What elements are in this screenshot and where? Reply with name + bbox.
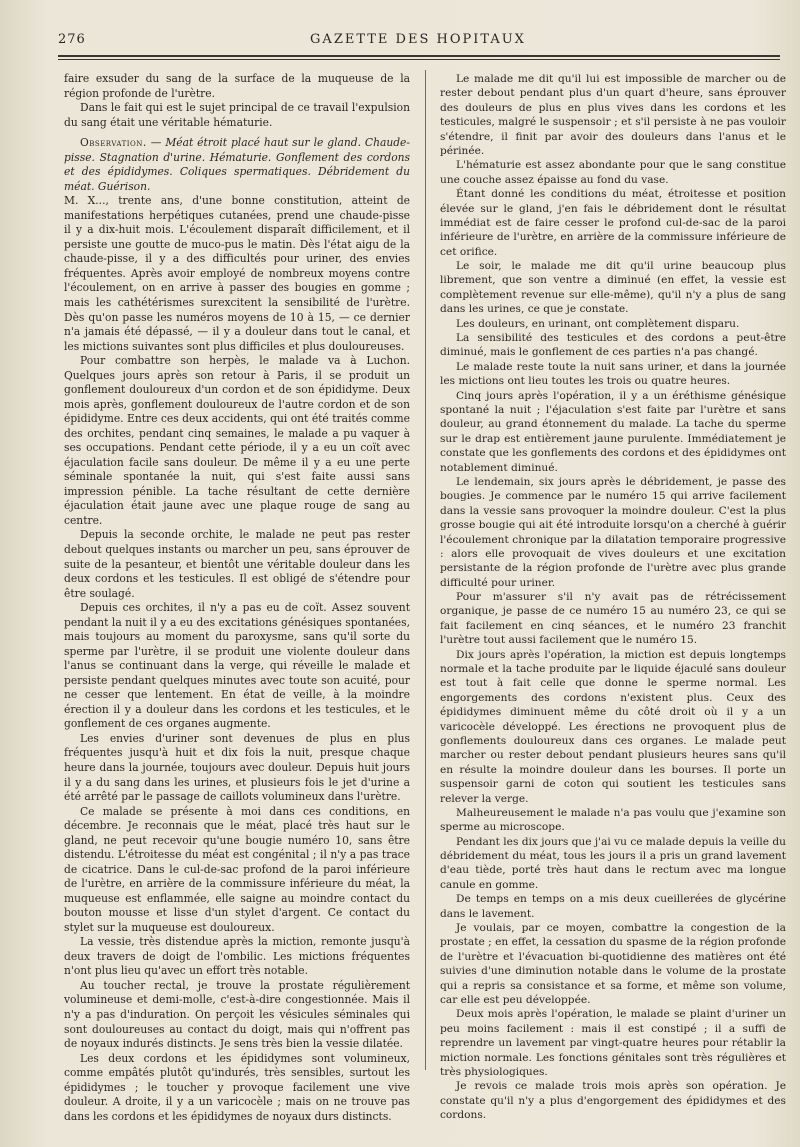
paragraph: Pour combattre son herpès, le malade va à Luchon. Quelques jours après son retour à Paris, il se produit un gonflement douloureux d'un cordon et de son épididyme. Deux mois après, gonflement douloureux de l'autre cordon et de son épididyme. Entre ces deux accidents, qui ont été traités comme des orchites, pendant cinq semaines, le malade a pu vaquer à ses occupations. Pendant cette période, il y a eu un coït avec éjaculation facile sans douleur. De même il y a eu une perte séminale spontanée la nuit, qui s'est faite aussi sans impression pénible. La tache résultant de cette dernière éjaculation était jaune avec une plaque rouge de sang au centre. <box>64 354 410 527</box>
paragraph: Étant donné les conditions du méat, étroitesse et position élevée sur le gland, j'en fais le débridement dont le résultat immédiat est de faire cesser le profond cul-de-sac de la paroi inférieure de l'urètre, en arrière de la commissure inférieure de cet orifice. <box>440 188 786 258</box>
paragraph: Malheureusement le malade n'a pas voulu que j'examine son sperme au microscope. <box>440 806 786 834</box>
paragraph: Dans le fait qui est le sujet principal de ce travail l'expulsion du sang était une véritable hématurie. <box>64 101 410 129</box>
observation-label: Observation. <box>80 136 147 150</box>
paragraph: faire exsuder du sang de la surface de la muqueuse de la région profonde de l'urètre. <box>64 72 410 100</box>
paragraph: M. X..., trente ans, d'une bonne constitution, atteint de manifestations herpétiques cutanées, prend une chaude-pisse il y a dix-huit mois. L'écoulement disparaît difficilement, et il persiste une goutte de muco-pus le matin. Dès l'état aigu de la chaude-pisse, il y a des difficultés pour uriner, des envies fréquentes. Après avoir employé de nombreux moyens contre l'écoulement, on en arrive à passer des bougies en gomme ; mais les cathétérismes surexcitent la sensibilité de l'urètre. Dès qu'on passe les numéros moyens de 10 à 15, — ce dernier n'a jamais été dépassé, — il y a douleur dans tout le canal, et les mictions suivantes sont plus difficiles et plus douloureuses. <box>64 194 410 353</box>
paragraph: Le lendemain, six jours après le débridement, je passe des bougies. Je commence par le numéro 15 qui arrive facilement dans la vessie sans provoquer la moindre douleur. C'est la plus grosse bougie qui ait été introduite lorsqu'on a cherché à guérir l'écoulement chronique par la dilatation temporaire progressive : alors elle provoquait de vives douleurs et une excitation persistante de la région profonde de l'urètre avec plus grande difficulté pour uriner. <box>440 475 786 589</box>
paragraph: La sensibilité des testicules et des cordons a peut-être diminué, mais le gonflement de ces parties n'a pas changé. <box>440 332 786 359</box>
right-column <box>440 72 786 1123</box>
paragraph: Les douleurs, en urinant, ont complètement disparu. <box>456 317 740 330</box>
paragraph: Depuis ces orchites, il n'y a pas eu de coït. Assez souvent pendant la nuit il y a eu des excitations génésiques spontanées, mais toujours au moment du paroxysme, sans qu'il sorte du sperme par l'urètre, il se produit une violente douleur dans l'anus se continuant dans la verge, qui réveille le malade et persiste pendant quelques minutes avec toute son acuité, pour ne cesser que lentement. En état de veille, à la moindre érection il y a douleur dans les cordons et les testicules, et le gonflement de ces organes augmente. <box>64 601 410 731</box>
paragraph: De temps en temps on a mis deux cueillerées de glycérine dans le lavement. <box>440 893 786 920</box>
column-divider <box>425 70 426 1070</box>
paragraph: Cinq jours après l'opération, il y a un éréthisme génésique spontané la nuit ; l'éjaculation s'est faite par l'urètre et sans douleur, au grand étonnement du malade. La tache du sperme sur le drap est entièrement jaune purulente. Immédiatement je constate que les gonflements des cordons et des épididymes ont notablement diminué. <box>440 389 786 474</box>
paragraph: Je revois ce malade trois mois après son opération. Je constate qu'il n'y a plus d'engorgement des épididymes et des cordons. <box>440 1080 786 1122</box>
paragraph: Au toucher rectal, je trouve la prostate régulièrement volumineuse et demi-molle, c'est-à-dire congestionnée. Mais il n'y a pas d'induration. On perçoit les vésicules séminales qui sont douloureuses au contact du doigt, mais qui n'offrent pas de noyaux indurés distincts. Je sens très bien la vessie dilatée. <box>64 978 410 1051</box>
paragraph: Le malade me dit qu'il lui est impossible de marcher ou de rester debout pendant plus d'un quart d'heure, sans éprouver des douleurs de plus en plus vives dans les cordons et les testicules, malgré le suspensoir ; et s'il persiste à ne pas vouloir s'étendre, il finit par avoir des douleurs dans l'anus et le périnée. <box>440 73 786 157</box>
paragraph: Ce malade se présente à moi dans ces conditions, en décembre. Je reconnais que le méat, placé très haut sur le gland, ne peut recevoir qu'une bougie numéro 10, sans être distendu. L'étroitesse du méat est congénital ; il n'y a pas trace de cicatrice. Dans le cul-de-sac profond de la paroi inférieure de l'urètre, en arrière de la commissure inférieure du méat, la muqueuse est enflammée, elle saigne au moindre contact du bouton mousse et lisse d'un stylet d'argent. Ce contact du stylet sur la muqueuse est douloureux. <box>64 804 410 934</box>
paragraph: Je voulais, par ce moyen, combattre la congestion de la prostate ; en effet, la cessation du spasme de la région profonde de l'urètre et l'évacuation bi-quotidienne des matières ont été suivies d'une diminution notable dans le volume de la prostate qui a repris sa consistance et sa forme, et même son volume, car elle est peu développée. <box>440 922 786 1006</box>
paragraph: Les envies d'uriner sont devenues de plus en plus fréquentes jusqu'à huit et dix fois la nuit, presque chaque heure dans la journée, toujours avec douleur. Depuis huit jours il y a du sang dans les urines, et plusieurs fois le jet d'urine a été arrêté par le passage de caillots volumineux dans l'urètre. <box>64 731 410 804</box>
observation-heading: Observation. — Méat étroit placé haut sur le gland. Chaude-pisse. Stagnation d'urine. Hématurie. Gonflement des cordons et des épididymes. Coliques spermatiques. Débridement du méat. Guérison. <box>64 136 410 193</box>
page-number: 276 <box>58 32 86 47</box>
paragraph: Depuis la seconde orchite, le malade ne peut pas rester debout quelques instants ou marcher un peu, sans éprouver de suite de la pesanteur, et bientôt une véritable douleur dans les deux cordons et les testicules. Il est obligé de s'étendre pour être soulagé. <box>64 528 410 600</box>
paragraph: Les deux cordons et les épididymes sont volumineux, comme empâtés plutôt qu'indurés, très sensibles, surtout les épididymes ; le toucher y provoque facilement une vive douleur. A droite, il y a un varicocèle ; mais on ne trouve pas dans les cordons et les épididymes de noyaux durs distincts. <box>64 1051 410 1123</box>
left-column <box>64 72 410 1124</box>
paragraph: Le soir, le malade me dit qu'il urine beaucoup plus librement, que son ventre a diminué (en effet, la vessie est complètement revenue sur elle-même), qu'il n'y a plus de sang dans les urines, ce que je constate. <box>440 260 786 316</box>
header-rule-thin <box>58 59 780 60</box>
observation-title: Méat étroit placé haut sur le gland. Chaude-pisse. Stagnation d'urine. Hématurie. Gonflement des cordons et des épididymes. Coliques spermatiques. Débridement du méat. Guérison. <box>64 136 410 193</box>
paragraph: Dix jours après l'opération, la miction est depuis longtemps normale et la tache produite par le liquide éjaculé sans douleur est tout à fait celle que donne le sperme normal. Les engorgements des cordons n'existent plus. Ceux des épididymes diminuent même du côté droit où il y a un varicocèle développé. Les érections ne provoquent plus de gonflements douloureux dans ces organes. Le malade peut marcher ou rester debout pendant plusieurs heures sans qu'il en résulte la moindre douleur dans les bourses. Il porte un suspensoir garni de coton qui soutient les testicules sans relever la verge. <box>440 648 786 805</box>
paragraph: La vessie, très distendue après la miction, remonte jusqu'à deux travers de doigt de l'ombilic. Les mictions fréquentes n'ont plus lieu qu'avec un effort très notable. <box>64 935 410 978</box>
paragraph: Pendant les dix jours que j'ai vu ce malade depuis la veille du débridement du méat, tous les jours il a pris un grand lavement d'eau tiède, porté très haut dans le rectum avec ma longue canule en gomme. <box>440 835 786 891</box>
page-header <box>58 30 778 52</box>
header-rule-thick <box>58 55 780 57</box>
journal-title: GAZETTE DES HOPITAUX <box>310 32 526 47</box>
paragraph: Pour m'assurer s'il n'y avait pas de rétrécissement organique, je passe de ce numéro 15 au numéro 23, ce qui se fait facilement en cinq séances, et le numéro 23 franchit l'urètre tout aussi facilement que le numéro 15. <box>440 591 786 647</box>
paragraph: L'hématurie est assez abondante pour que le sang constitue une couche assez épaisse au fond du vase. <box>440 159 786 186</box>
paragraph: Le malade reste toute la nuit sans uriner, et dans la journée les mictions ont lieu toutes les trois ou quatre heures. <box>440 360 786 388</box>
paragraph: Deux mois après l'opération, le malade se plaint d'uriner un peu moins facilement : mais il est constipé ; il a suffi de reprendre un lavement par vingt-quatre heures pour rétablir la miction normale. Les fonctions génitales sont très régulières et très physiologiques. <box>440 1008 786 1078</box>
